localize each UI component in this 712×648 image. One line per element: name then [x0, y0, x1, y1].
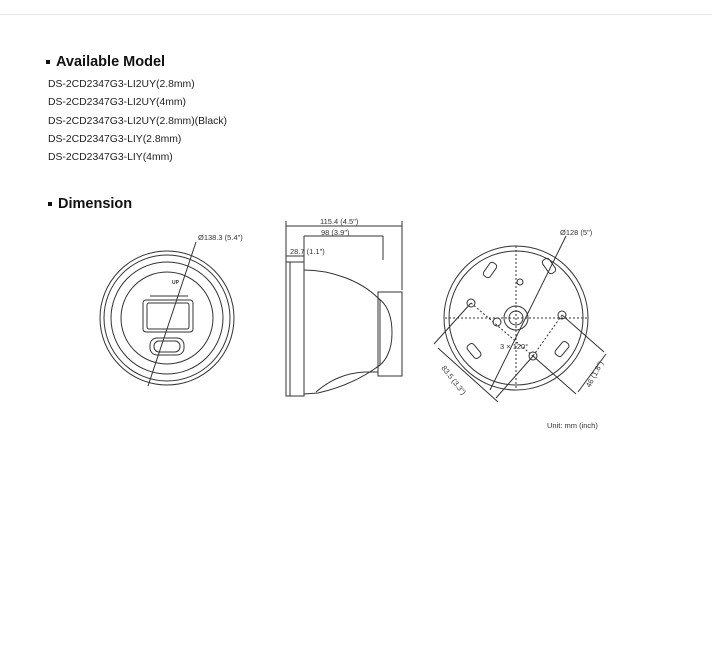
front-up-mark: UP: [172, 280, 179, 286]
bottom-slot: [554, 340, 570, 357]
bottom-hole-angle-label: 3 × 120°: [500, 342, 529, 351]
bottom-slot: [482, 261, 498, 279]
front-bezel: [111, 262, 223, 374]
available-model-title: Available Model: [56, 54, 166, 70]
front-dome: [121, 272, 213, 364]
side-body-label: 98 (3.9"): [321, 228, 350, 237]
model-item: DS-2CD2347G3-LIY(2.8mm): [48, 133, 182, 145]
unit-note: Unit: mm (inch): [547, 421, 598, 430]
model-item: DS-2CD2347G3-LI2UY(2.8mm): [48, 79, 195, 90]
dimension-title: Dimension: [58, 196, 133, 212]
front-outer-ring-inner: [104, 255, 230, 381]
bottom-diameter-label: Ø128 (5"): [560, 228, 593, 237]
bottom-chord-left-label: 83.5 (3.3"): [439, 363, 468, 397]
front-diameter-label: Ø138.3 (5.4"): [198, 233, 243, 242]
front-ir-window-inner: [154, 341, 180, 352]
bottom-ext-line: [496, 356, 533, 398]
bottom-view: [434, 236, 606, 402]
side-dome-body: [304, 270, 380, 394]
side-overall-label: 115.4 (4.5"): [320, 217, 359, 226]
bottom-diameter-leader: [490, 236, 566, 390]
front-view: [100, 242, 234, 386]
bottom-screw-hole: [517, 279, 523, 285]
front-outer-ring: [100, 251, 234, 385]
bottom-chord-right-label: 46 (1.8"): [583, 359, 606, 389]
model-item: DS-2CD2347G3-LIY(4mm): [48, 152, 173, 164]
bottom-slot: [466, 342, 482, 359]
model-item: DS-2CD2347G3-LI2UY(2.8mm)(Black): [48, 115, 227, 127]
model-item: DS-2CD2347G3-LI2UY(4mm): [48, 97, 187, 109]
side-base-plate: [286, 262, 304, 396]
bottom-ext-line: [533, 356, 576, 394]
side-base-label: 28.7 (1.1"): [290, 247, 325, 256]
side-bottom-curve: [316, 372, 378, 392]
bottom-hole-chord: [533, 315, 562, 356]
